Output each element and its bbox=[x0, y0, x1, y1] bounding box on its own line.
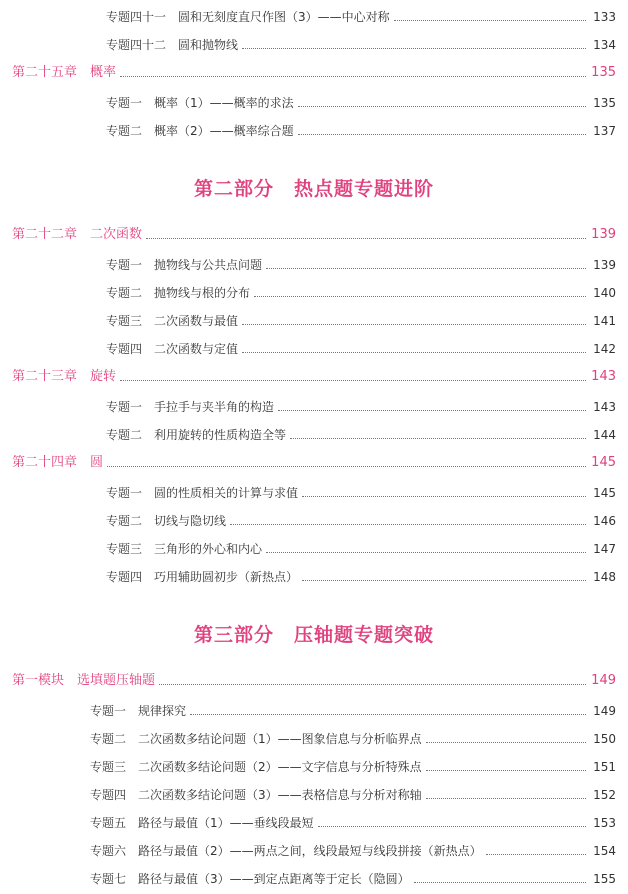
toc-topic bbox=[0, 394, 628, 414]
toc-chapter bbox=[0, 668, 628, 688]
topic-title: 专题四 二次函数与定值 bbox=[106, 342, 239, 356]
dot-leader bbox=[426, 770, 586, 771]
dot-leader bbox=[318, 826, 586, 827]
chapter-title: 第一模块 选填题压轴题 bbox=[12, 673, 156, 688]
topic-title: 专题一 规律探究 bbox=[90, 704, 187, 718]
page-number: 147 bbox=[593, 542, 616, 556]
dot-leader bbox=[486, 854, 586, 855]
toc-topic bbox=[0, 280, 628, 300]
page-number: 151 bbox=[593, 760, 616, 774]
part-heading: 第三部分 压轴题专题突破 bbox=[193, 624, 434, 646]
topic-title: 专题四 二次函数多结论问题（3）——表格信息与分析对称轴 bbox=[90, 788, 422, 802]
toc-topic bbox=[0, 866, 628, 886]
toc-topic bbox=[0, 252, 628, 272]
toc-topic bbox=[0, 508, 628, 528]
dot-leader bbox=[190, 714, 586, 715]
dot-leader bbox=[426, 798, 586, 799]
dot-leader bbox=[290, 438, 586, 439]
topic-title: 专题四十二 圆和抛物线 bbox=[106, 38, 239, 52]
topic-title: 专题二 切线与隐切线 bbox=[106, 514, 227, 528]
dot-leader bbox=[278, 410, 586, 411]
chapter-title: 第二十四章 圆 bbox=[12, 455, 104, 470]
topic-title: 专题一 手拉手与夹半角的构造 bbox=[106, 400, 275, 414]
page-number: 137 bbox=[593, 124, 616, 138]
dot-leader bbox=[302, 496, 586, 497]
dot-leader bbox=[254, 296, 586, 297]
toc-topic bbox=[0, 726, 628, 746]
dot-leader bbox=[242, 324, 586, 325]
topic-title: 专题七 路径与最值（3）——到定点距离等于定长（隐圆） bbox=[90, 872, 410, 886]
toc-chapter bbox=[0, 222, 628, 242]
toc-topic bbox=[0, 536, 628, 556]
chapter-title: 第二十二章 二次函数 bbox=[12, 227, 143, 242]
part-heading: 第二部分 热点题专题进阶 bbox=[193, 178, 434, 200]
dot-leader bbox=[120, 380, 586, 381]
dot-leader bbox=[266, 552, 586, 553]
topic-title: 专题二 利用旋转的性质构造全等 bbox=[106, 428, 287, 442]
topic-title: 专题二 抛物线与根的分布 bbox=[106, 286, 251, 300]
toc-topic bbox=[0, 90, 628, 110]
toc-topic bbox=[0, 118, 628, 138]
page-number: 134 bbox=[593, 38, 616, 52]
topic-title: 专题二 概率（2）——概率综合题 bbox=[106, 124, 294, 138]
toc-chapter bbox=[0, 60, 628, 80]
toc-topic bbox=[0, 480, 628, 500]
toc-topic bbox=[0, 754, 628, 774]
dot-leader bbox=[120, 76, 586, 77]
toc-topic bbox=[0, 32, 628, 52]
toc-topic bbox=[0, 698, 628, 718]
page-number: 145 bbox=[591, 455, 616, 470]
dot-leader bbox=[266, 268, 586, 269]
page-number: 140 bbox=[593, 286, 616, 300]
chapter-title: 第二十三章 旋转 bbox=[12, 369, 117, 384]
topic-title: 专题六 路径与最值（2）——两点之间，线段最短与线段拼接（新热点） bbox=[90, 844, 482, 858]
page-number: 133 bbox=[593, 10, 616, 24]
topic-title: 专题二 二次函数多结论问题（1）——图象信息与分析临界点 bbox=[90, 732, 422, 746]
toc-topic bbox=[0, 422, 628, 442]
toc-topic bbox=[0, 838, 628, 858]
page-number: 145 bbox=[593, 486, 616, 500]
dot-leader bbox=[414, 882, 586, 883]
chapter-title: 第二十五章 概率 bbox=[12, 65, 117, 80]
dot-leader bbox=[242, 352, 586, 353]
dot-leader bbox=[230, 524, 586, 525]
page-number: 135 bbox=[591, 65, 616, 80]
page-number: 143 bbox=[591, 369, 616, 384]
topic-title: 专题四 巧用辅助圆初步（新热点） bbox=[106, 570, 299, 584]
topic-title: 专题四十一 圆和无刻度直尺作图（3）——中心对称 bbox=[106, 10, 390, 24]
toc-chapter bbox=[0, 364, 628, 384]
toc-topic bbox=[0, 564, 628, 584]
toc-chapter bbox=[0, 450, 628, 470]
dot-leader bbox=[394, 20, 586, 21]
page-number: 148 bbox=[593, 570, 616, 584]
page-number: 139 bbox=[591, 227, 616, 242]
page-number: 149 bbox=[591, 673, 616, 688]
page-number: 144 bbox=[593, 428, 616, 442]
page-number: 143 bbox=[593, 400, 616, 414]
topic-title: 专题三 二次函数多结论问题（2）——文字信息与分析特殊点 bbox=[90, 760, 422, 774]
dot-leader bbox=[107, 466, 586, 467]
page-number: 142 bbox=[593, 342, 616, 356]
page-number: 139 bbox=[593, 258, 616, 272]
topic-title: 专题三 二次函数与最值 bbox=[106, 314, 239, 328]
dot-leader bbox=[298, 134, 586, 135]
page-number: 154 bbox=[593, 844, 616, 858]
page-number: 153 bbox=[593, 816, 616, 830]
topic-title: 专题一 抛物线与公共点问题 bbox=[106, 258, 263, 272]
dot-leader bbox=[146, 238, 586, 239]
page-number: 141 bbox=[593, 314, 616, 328]
dot-leader bbox=[242, 48, 586, 49]
page-number: 149 bbox=[593, 704, 616, 718]
page-number: 146 bbox=[593, 514, 616, 528]
topic-title: 专题一 圆的性质相关的计算与求值 bbox=[106, 486, 299, 500]
toc-topic bbox=[0, 810, 628, 830]
page-number: 150 bbox=[593, 732, 616, 746]
toc-topic bbox=[0, 308, 628, 328]
topic-title: 专题五 路径与最值（1）——垂线段最短 bbox=[90, 816, 314, 830]
page-number: 135 bbox=[593, 96, 616, 110]
toc-topic bbox=[0, 782, 628, 802]
dot-leader bbox=[302, 580, 586, 581]
toc-topic bbox=[0, 4, 628, 24]
dot-leader bbox=[426, 742, 586, 743]
topic-title: 专题三 三角形的外心和内心 bbox=[106, 542, 263, 556]
dot-leader bbox=[298, 106, 586, 107]
dot-leader bbox=[159, 684, 586, 685]
page-number: 152 bbox=[593, 788, 616, 802]
topic-title: 专题一 概率（1）——概率的求法 bbox=[106, 96, 294, 110]
toc-topic bbox=[0, 336, 628, 356]
page-number: 155 bbox=[593, 872, 616, 886]
